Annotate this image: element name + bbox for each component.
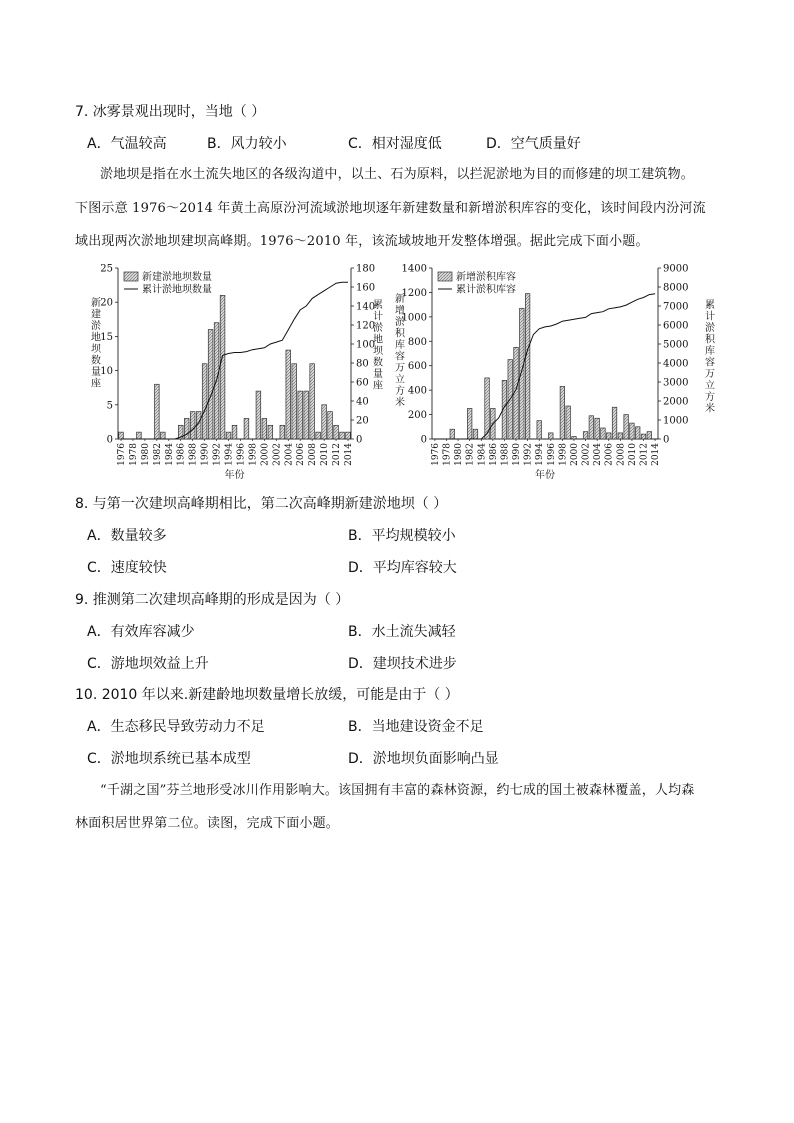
- c2-bar: [566, 406, 571, 439]
- c1-xtick-label: 1992: [212, 443, 223, 466]
- c1-ytick-label-right: 140: [356, 301, 376, 313]
- c1-bar: [220, 295, 225, 439]
- c1-xtick-label: 2012: [332, 443, 343, 466]
- c1-ytick-label-right: 40: [356, 396, 369, 408]
- c1-bar: [232, 425, 237, 439]
- q9-option-a: A．有效库容减少: [87, 624, 195, 640]
- c1-ytick-label-right: 0: [356, 434, 363, 446]
- c2-xtick-label: 1980: [454, 443, 465, 466]
- c1-bar: [262, 418, 267, 439]
- q7-option-c: C．相对湿度低: [348, 136, 442, 152]
- c2-xtick-label: 2008: [616, 443, 627, 466]
- passage1-line-2: 下图示意 1976～2014 年黄土高原汾河流域淤地坝逐年新建数量和新增淤积库容的变化，该时间段内汾河流: [75, 201, 706, 216]
- c2-ytick-label-right: 2000: [663, 396, 689, 408]
- c1-bar: [160, 432, 165, 439]
- c2-ytick-label-left: 800: [407, 336, 427, 348]
- c2-xtick-label: 1984: [477, 443, 488, 466]
- q9-stem: 9. 推测第二次建坝高峰期的形成是因为（ ）: [75, 592, 350, 608]
- c2-bar: [473, 429, 478, 439]
- c1-xtick-label: 1990: [200, 443, 211, 466]
- q9-option-c: C．游地坝效益上升: [87, 656, 209, 672]
- c1-ytick-label-left: 5: [106, 400, 113, 412]
- q10-option-b: B．当地建设资金不足: [348, 719, 484, 735]
- c2-xtick-label: 2014: [651, 443, 662, 466]
- c2-ytick-label-right: 9000: [663, 263, 689, 275]
- c1-bar: [202, 364, 207, 439]
- c1-xtick-label: 1984: [164, 443, 175, 466]
- c1-bar: [286, 350, 291, 439]
- q7-stem: 7. 冰雾景观出现时，当地（ ）: [75, 104, 266, 120]
- q9-option-b: B．水土流失减轻: [348, 624, 456, 640]
- c1-ytick-label-right: 20: [356, 415, 369, 427]
- c1-ytick-label-right: 160: [356, 282, 376, 294]
- c2-bar: [583, 432, 588, 439]
- q9-option-d: D．建坝技术进步: [348, 656, 457, 672]
- c2-bar: [467, 408, 472, 439]
- passage1-line-3: 域出现两次淤地坝建坝高峰期。1976～2010 年，该流域坡地开发整体增强。据此完成下面小题。: [75, 234, 649, 249]
- c2-ytick-label-left: 1400: [401, 263, 427, 275]
- c1-bar: [268, 425, 273, 439]
- q10-stem: 10. 2010 年以来.新建齡地坝数量增长放缓，可能是由于（ ）: [75, 687, 459, 703]
- c1-xtick-label: 2006: [296, 443, 307, 466]
- c1-xtick-label: 2014: [344, 443, 355, 466]
- q7-option-b: B．风力较小: [207, 136, 287, 152]
- c1-bar: [244, 418, 249, 439]
- c2-ytick-label-left: 600: [407, 361, 427, 373]
- c1-legend-bar-label: 新建淤地坝数量: [142, 272, 212, 283]
- c2-bar: [641, 434, 646, 439]
- c1-xtick-label: 1982: [152, 443, 163, 466]
- c1-xtick-label: 1998: [248, 443, 259, 466]
- c1-ytick-label-right: 180: [356, 263, 376, 275]
- q10-option-c: C．淤地坝系统已基本成型: [87, 751, 251, 767]
- c2-ytick-label-left: 1000: [401, 312, 427, 324]
- c1-xtick-label: 1996: [236, 443, 247, 466]
- c2-ytick-label-left: 200: [407, 410, 427, 422]
- chart-silt-dam-count: [88, 262, 390, 484]
- c2-ytick-label-left: 400: [407, 385, 427, 397]
- c2-bar: [595, 418, 600, 439]
- c2-bar: [612, 407, 617, 439]
- c1-bar: [137, 432, 142, 439]
- c2-xtick-label: 1988: [500, 443, 511, 466]
- c2-bar: [635, 427, 640, 439]
- c1-bar: [226, 432, 231, 439]
- c1-xtick-label: 1986: [176, 443, 187, 466]
- c2-ytick-label-left: 1200: [401, 287, 427, 299]
- c1-ylabel-right: 累计淤地坝数量座: [373, 300, 383, 392]
- c2-bar: [514, 347, 519, 439]
- c1-legend-line-label: 累计淤地坝数量: [142, 284, 212, 296]
- c1-bar: [292, 364, 297, 439]
- c2-bar: [520, 308, 525, 439]
- c2-bar: [589, 416, 594, 439]
- c2-ytick-label-right: 0: [663, 434, 670, 446]
- c1-bar: [208, 330, 213, 439]
- c2-xtick-label: 1992: [523, 443, 534, 466]
- c1-xtick-label: 1988: [188, 443, 199, 466]
- c1-xtick-label: 1978: [128, 443, 139, 466]
- c1-xtick-label: 1980: [140, 443, 151, 466]
- c2-legend-bar-label: 新增淤积库容: [456, 272, 516, 283]
- c1-ytick-label-right: 60: [356, 377, 369, 389]
- c1-xtick-label: 2008: [308, 443, 319, 466]
- c1-xlabel: 年份: [224, 470, 245, 481]
- q7-option-d: D．空气质量好: [486, 136, 581, 152]
- c2-xtick-label: 2006: [604, 443, 615, 466]
- c1-bar: [298, 391, 303, 439]
- c2-bar: [606, 433, 611, 439]
- q8-option-a: A．数量较多: [87, 528, 167, 544]
- c1-ytick-label-left: 15: [100, 331, 113, 343]
- c2-xtick-label: 1976: [430, 443, 441, 466]
- c1-ytick-label-right: 120: [356, 320, 376, 332]
- c2-xtick-label: 2012: [639, 443, 650, 466]
- c1-xtick-label: 1994: [224, 443, 235, 466]
- c1-ytick-label-right: 100: [356, 339, 376, 351]
- c2-xtick-label: 1982: [465, 443, 476, 466]
- c2-xtick-label: 1994: [535, 443, 546, 466]
- c2-xtick-label: 1978: [442, 443, 453, 466]
- q10-option-d: D．淤地坝负面影响凸显: [348, 751, 499, 767]
- c2-ytick-label-right: 1000: [663, 415, 689, 427]
- c2-xlabel: 年份: [535, 470, 555, 481]
- c1-xtick-label: 2002: [272, 443, 283, 466]
- c2-legend-line-label: 累计淤积库容: [456, 284, 516, 296]
- c2-ytick-label-right: 5000: [663, 339, 689, 351]
- c2-bar: [618, 433, 623, 439]
- c2-xtick-label: 2004: [593, 443, 604, 466]
- c1-xtick-label: 1976: [116, 443, 127, 466]
- c2-bar: [624, 415, 629, 439]
- c1-xtick-label: 2004: [284, 443, 295, 466]
- c2-bar: [450, 429, 455, 439]
- c2-xtick-label: 1986: [488, 443, 499, 466]
- q8-option-b: B．平均规模较小: [348, 528, 456, 544]
- c2-ytick-label-right: 3000: [663, 377, 689, 389]
- q8-option-d: D．平均库容较大: [348, 560, 457, 576]
- c1-bar: [340, 432, 345, 439]
- c2-ytick-label-right: 8000: [663, 282, 689, 294]
- c1-bar: [119, 432, 124, 439]
- c2-xtick-label: 2000: [569, 443, 580, 466]
- c1-ytick-label-left: 25: [100, 263, 113, 275]
- c1-bar: [328, 412, 333, 439]
- q10-option-a: A．生态移民导致劳动力不足: [87, 719, 265, 735]
- c1-bar: [310, 364, 315, 439]
- c2-ytick-label-right: 6000: [663, 320, 689, 332]
- c2-legend-bar-swatch: [438, 272, 452, 281]
- c2-bar: [647, 432, 652, 439]
- c2-ytick-label-right: 4000: [663, 358, 689, 370]
- c2-bar: [560, 386, 565, 439]
- c2-xtick-label: 2002: [581, 443, 592, 466]
- c1-bar: [334, 425, 339, 439]
- c1-bar: [304, 391, 309, 439]
- c2-xtick-label: 1990: [512, 443, 523, 466]
- c2-ytick-label-left: 0: [420, 434, 427, 446]
- chart-silt-storage-capacity: [392, 262, 722, 484]
- c1-bar: [190, 412, 195, 439]
- c2-bar: [549, 433, 554, 439]
- c1-ytick-label-right: 80: [356, 358, 369, 370]
- c1-bar: [280, 425, 285, 439]
- c2-ytick-label-right: 7000: [663, 301, 689, 313]
- c1-bar: [322, 405, 327, 439]
- c1-bar: [256, 391, 261, 439]
- c1-bar: [316, 432, 321, 439]
- c1-bar: [155, 384, 160, 439]
- c1-ylabel-left: 新建淤地坝数量座: [91, 298, 101, 390]
- c2-bar: [525, 294, 530, 439]
- c1-ytick-label-left: 10: [100, 366, 113, 378]
- c1-ytick-label-left: 0: [106, 434, 113, 446]
- c2-bar: [630, 423, 635, 439]
- c2-xtick-label: 1998: [558, 443, 569, 466]
- q8-stem: 8. 与第一次建坝高峰期相比，第二次高峰期新建淤地坝（ ）: [75, 496, 448, 512]
- c1-ytick-label-left: 20: [100, 297, 113, 309]
- c1-xtick-label: 2000: [260, 443, 271, 466]
- q7-option-a: A．气温较高: [87, 136, 167, 152]
- q8-option-c: C．速度较快: [87, 560, 167, 576]
- c1-xtick-label: 2010: [320, 443, 331, 466]
- c1-bar: [346, 432, 351, 439]
- c2-xtick-label: 1996: [546, 443, 557, 466]
- passage1-line-1: 淤地坝是指在水土流失地区的各级沟道中，以土、石为原料，以拦泥淤地为目的而修建的坝工建筑物。: [100, 167, 695, 182]
- passage2-line-2: 林面积居世界第二位。读图，完成下面小题。: [75, 816, 340, 831]
- c2-xtick-label: 2010: [627, 443, 638, 466]
- c1-bar: [184, 418, 189, 439]
- c2-ylabel-right: 累计淤积库容万立方米: [705, 300, 715, 415]
- c2-bar: [601, 428, 606, 439]
- c2-ylabel-left: 新增淤积库容万立方米: [395, 294, 405, 409]
- passage2-line-1: “千湖之国”芬兰地形受冰川作用影响大。该国拥有丰富的森林资源，约七成的国土被森林覆盖，人均森: [100, 783, 695, 798]
- c1-legend-bar-swatch: [124, 272, 138, 281]
- c2-bar: [537, 421, 542, 439]
- c2-bar: [572, 437, 577, 439]
